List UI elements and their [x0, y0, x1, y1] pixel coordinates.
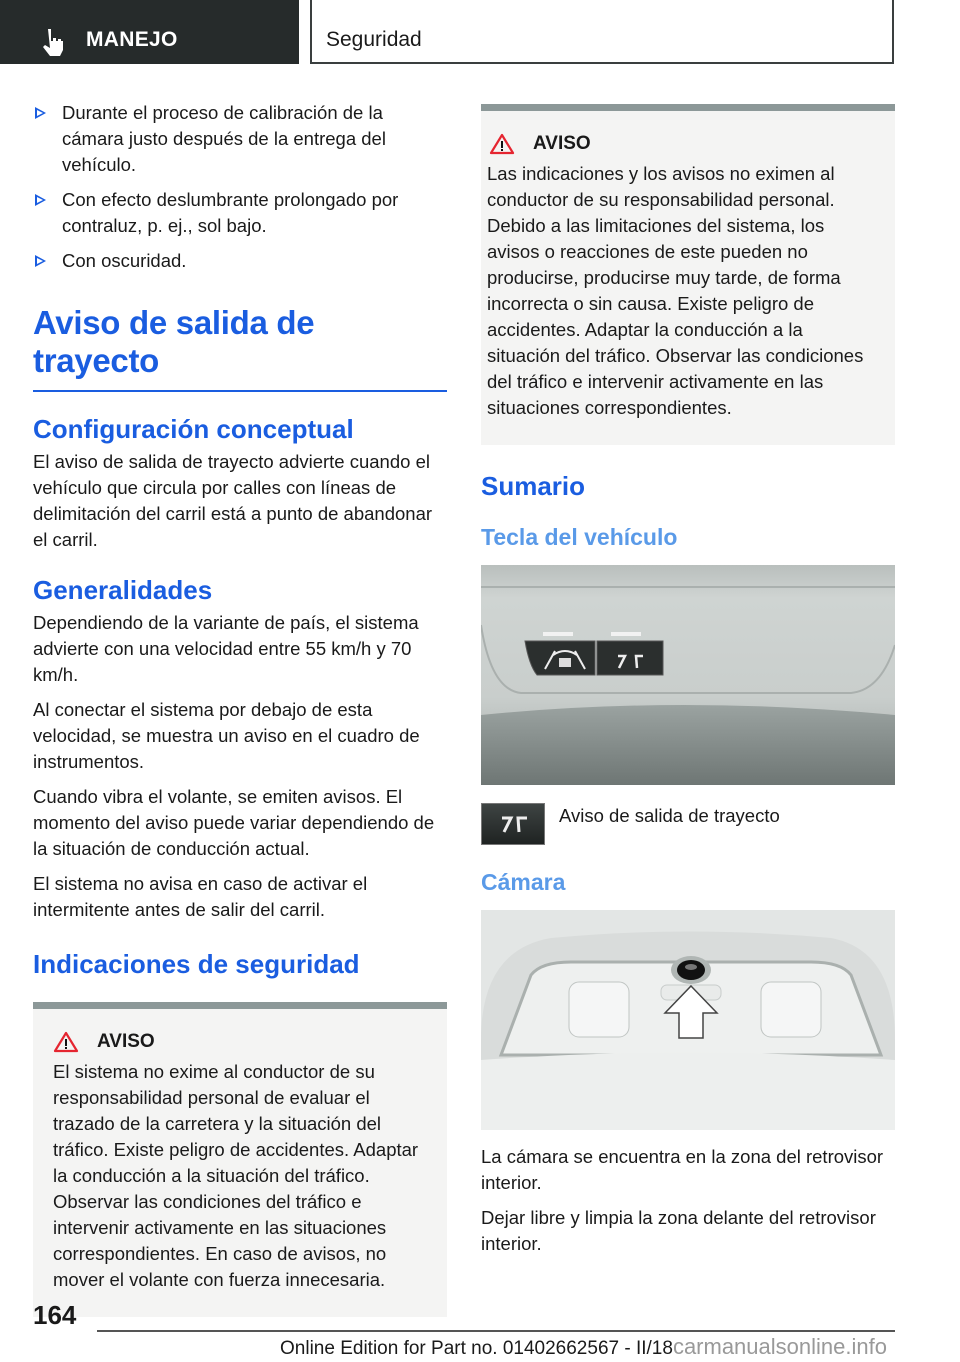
concept-heading: Configuración conceptual [33, 414, 354, 444]
lane-departure-button-icon [481, 803, 545, 845]
left-column [33, 100, 447, 1317]
watermark[interactable]: carmanualsonline.info [672, 1334, 887, 1359]
warning-triangle-icon [53, 1031, 79, 1053]
general-paragraph: Dependiendo de la variante de país, el sistema advierte con una velocidad entre 55 km/h y 70 km/h. [33, 612, 419, 685]
page-number: 164 [33, 1300, 77, 1330]
warning-header [33, 1031, 437, 1053]
summary-heading: Sumario [481, 471, 586, 501]
key-caption: Aviso de salida de trayecto [559, 805, 780, 826]
camera-paragraph: Dejar libre y limpia la zona delante del retrovisor interior. [481, 1207, 876, 1254]
footer-edition [280, 1334, 887, 1360]
chapter-title: Seguridad [326, 28, 422, 51]
warning-box [33, 1002, 447, 1317]
right-column [481, 104, 895, 1266]
key-heading: Tecla del vehículo [481, 524, 678, 550]
pointing-hand-icon [40, 28, 66, 56]
triangle-bullet-icon [35, 107, 46, 119]
general-paragraph: El sistema no avisa en caso de activar el intermitente antes de salir del carril. [33, 873, 368, 920]
camera-location-image [481, 910, 895, 1130]
list-item: Con efecto deslumbrante prolongado por contraluz, p. ej., sol bajo. [33, 187, 447, 239]
warning-triangle-icon [489, 133, 515, 155]
warning-text: Las indicaciones y los avisos no eximen al conductor de su responsabilidad personal. Debido a las limitaciones del sistema, los avisos o reacciones de este pueden no producirse, producirse muy tarde, de forma incorrecta o sin causa. Existe peligro de accidentes. Adaptar la conducción a la situación del tráfico. Observar las condiciones del tráfico e intervenir activamente en las situaciones correspondientes. [487, 163, 864, 418]
page-title: Aviso de salida de trayecto [33, 304, 447, 392]
warning-title: AVISO [533, 133, 591, 154]
edition-text: Online Edition for Part no. 01402662567 - II/18 [280, 1338, 673, 1359]
chapter-tab [310, 0, 894, 64]
camera-heading: Cámara [481, 869, 566, 895]
footer-divider [97, 1330, 895, 1332]
general-heading: Generalidades [33, 575, 213, 605]
warning-title: AVISO [97, 1031, 155, 1052]
vehicle-key-image [481, 565, 895, 785]
safety-heading: Indicaciones de seguridad [33, 949, 360, 979]
bullet-list [33, 100, 447, 274]
key-caption-row [481, 803, 895, 845]
list-item: Con oscuridad. [33, 248, 447, 274]
section-title: MANEJO [86, 28, 178, 51]
general-paragraph: Cuando vibra el volante, se emiten avisos. El momento del aviso puede variar dependiendo de la situación de conducción actual. [33, 786, 435, 859]
triangle-bullet-icon [35, 194, 46, 206]
triangle-bullet-icon [35, 255, 46, 267]
warning-text: El sistema no exime al conductor de su responsabilidad personal de evaluar el trazado de la carretera y la situación del tráfico. Existe peligro de accidentes. Adaptar la conducción a la situación del tráfico. Observar las condiciones del tráfico e intervenir activamente en las situaciones correspondientes. En caso de avisos, no mover el volante con fuerza innecesaria. [53, 1061, 419, 1290]
section-tab [0, 0, 299, 64]
warning-box [481, 104, 895, 445]
concept-text: El aviso de salida de trayecto advierte cuando el vehículo que circula por calles con líneas de delimitación del carril está a punto de abandonar el carril. [33, 451, 433, 550]
warning-header [481, 133, 885, 155]
list-item: Durante el proceso de calibración de la cámara justo después de la entrega del vehículo. [33, 100, 447, 178]
general-paragraph: Al conectar el sistema por debajo de esta velocidad, se muestra un aviso en el cuadro de instrumentos. [33, 699, 420, 772]
camera-paragraph: La cámara se encuentra en la zona del retrovisor interior. [481, 1146, 884, 1193]
